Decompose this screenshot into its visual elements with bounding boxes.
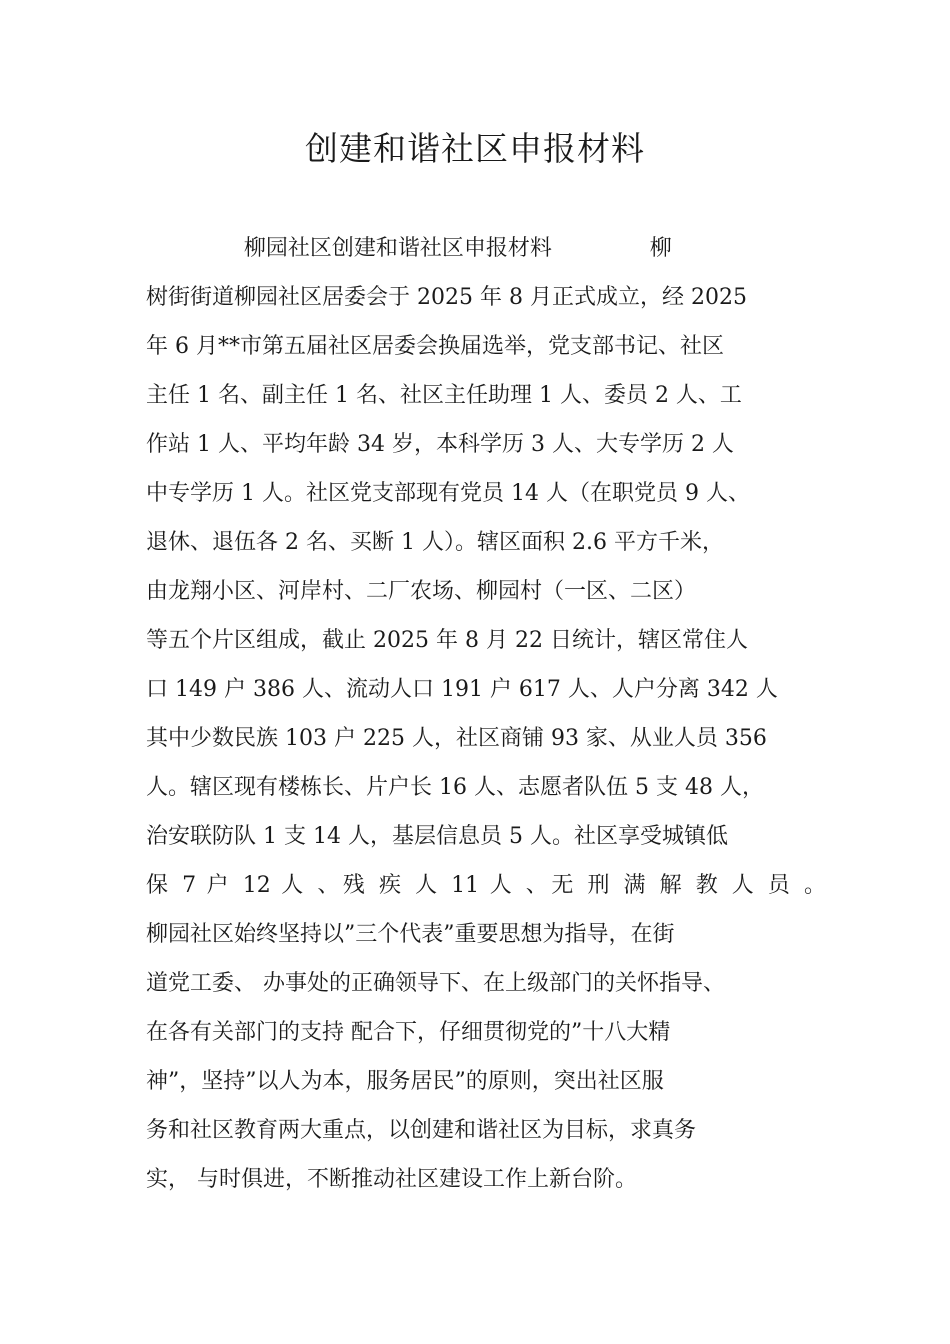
- paragraph-line: 退休、退伍各 2 名、买断 1 人）。辖区面积 2.6 平方千米，: [146, 530, 724, 555]
- paragraph-line: 道党工委、 办事处的正确领导下、在上级部门的关怀指导、: [146, 971, 725, 996]
- paragraph-line: 治安联防队 1 支 14 人，基层信息员 5 人。社区享受城镇低: [146, 824, 728, 849]
- paragraph-line: 口 149 户 386 人、流动人口 191 户 617 人、人户分离 342 人: [146, 677, 778, 702]
- paragraph-line: 神”，坚持”以人为本，服务居民”的原则，突出社区服: [146, 1069, 664, 1094]
- paragraph-line: 柳园社区创建和谐社区申报材料 柳: [146, 236, 672, 261]
- paragraph-line: 柳园社区始终坚持以”三个代表”重要思想为指导，在街: [146, 922, 675, 947]
- paragraph-line: 主任 1 名、副主任 1 名、社区主任助理 1 人、委员 2 人、工: [146, 383, 742, 408]
- paragraph-line: 人。辖区现有楼栋长、片户长 16 人、志愿者队伍 5 支 48 人，: [146, 775, 764, 800]
- document-body: [146, 224, 826, 1204]
- paragraph-line: 树街街道柳园社区居委会于 2025 年 8 月正式成立，经 2025: [146, 285, 747, 310]
- paragraph-line: 实， 与时俱进，不断推动社区建设工作上新台阶。: [146, 1167, 637, 1192]
- paragraph-line: 务和社区教育两大重点，以创建和谐社区为目标，求真务: [146, 1118, 697, 1143]
- paragraph-line: 在各有关部门的支持 配合下，仔细贯彻党的”十八大精: [146, 1020, 671, 1045]
- paragraph-line: 由龙翔小区、河岸村、二厂农场、柳园村（一区、二区）: [146, 579, 697, 604]
- paragraph-line: 中专学历 1 人。社区党支部现有党员 14 人（在职党员 9 人、: [146, 481, 750, 506]
- paragraph-line: 保 7 户 12 人 、残 疾 人 11 人 、无 刑 满 解 教 人 员 。: [146, 873, 826, 898]
- paragraph-line: 作站 1 人、平均年龄 34 岁，本科学历 3 人、大专学历 2 人: [146, 432, 734, 457]
- paragraph-line: 年 6 月**市第五届社区居委会换届选举，党支部书记、社区: [146, 334, 724, 359]
- paragraph-line: 其中少数民族 103 户 225 人，社区商铺 93 家、从业人员 356: [146, 726, 767, 751]
- paragraph-line: 等五个片区组成，截止 2025 年 8 月 22 日统计，辖区常住人: [146, 628, 748, 653]
- document-title: 创建和谐社区申报材料: [305, 129, 645, 168]
